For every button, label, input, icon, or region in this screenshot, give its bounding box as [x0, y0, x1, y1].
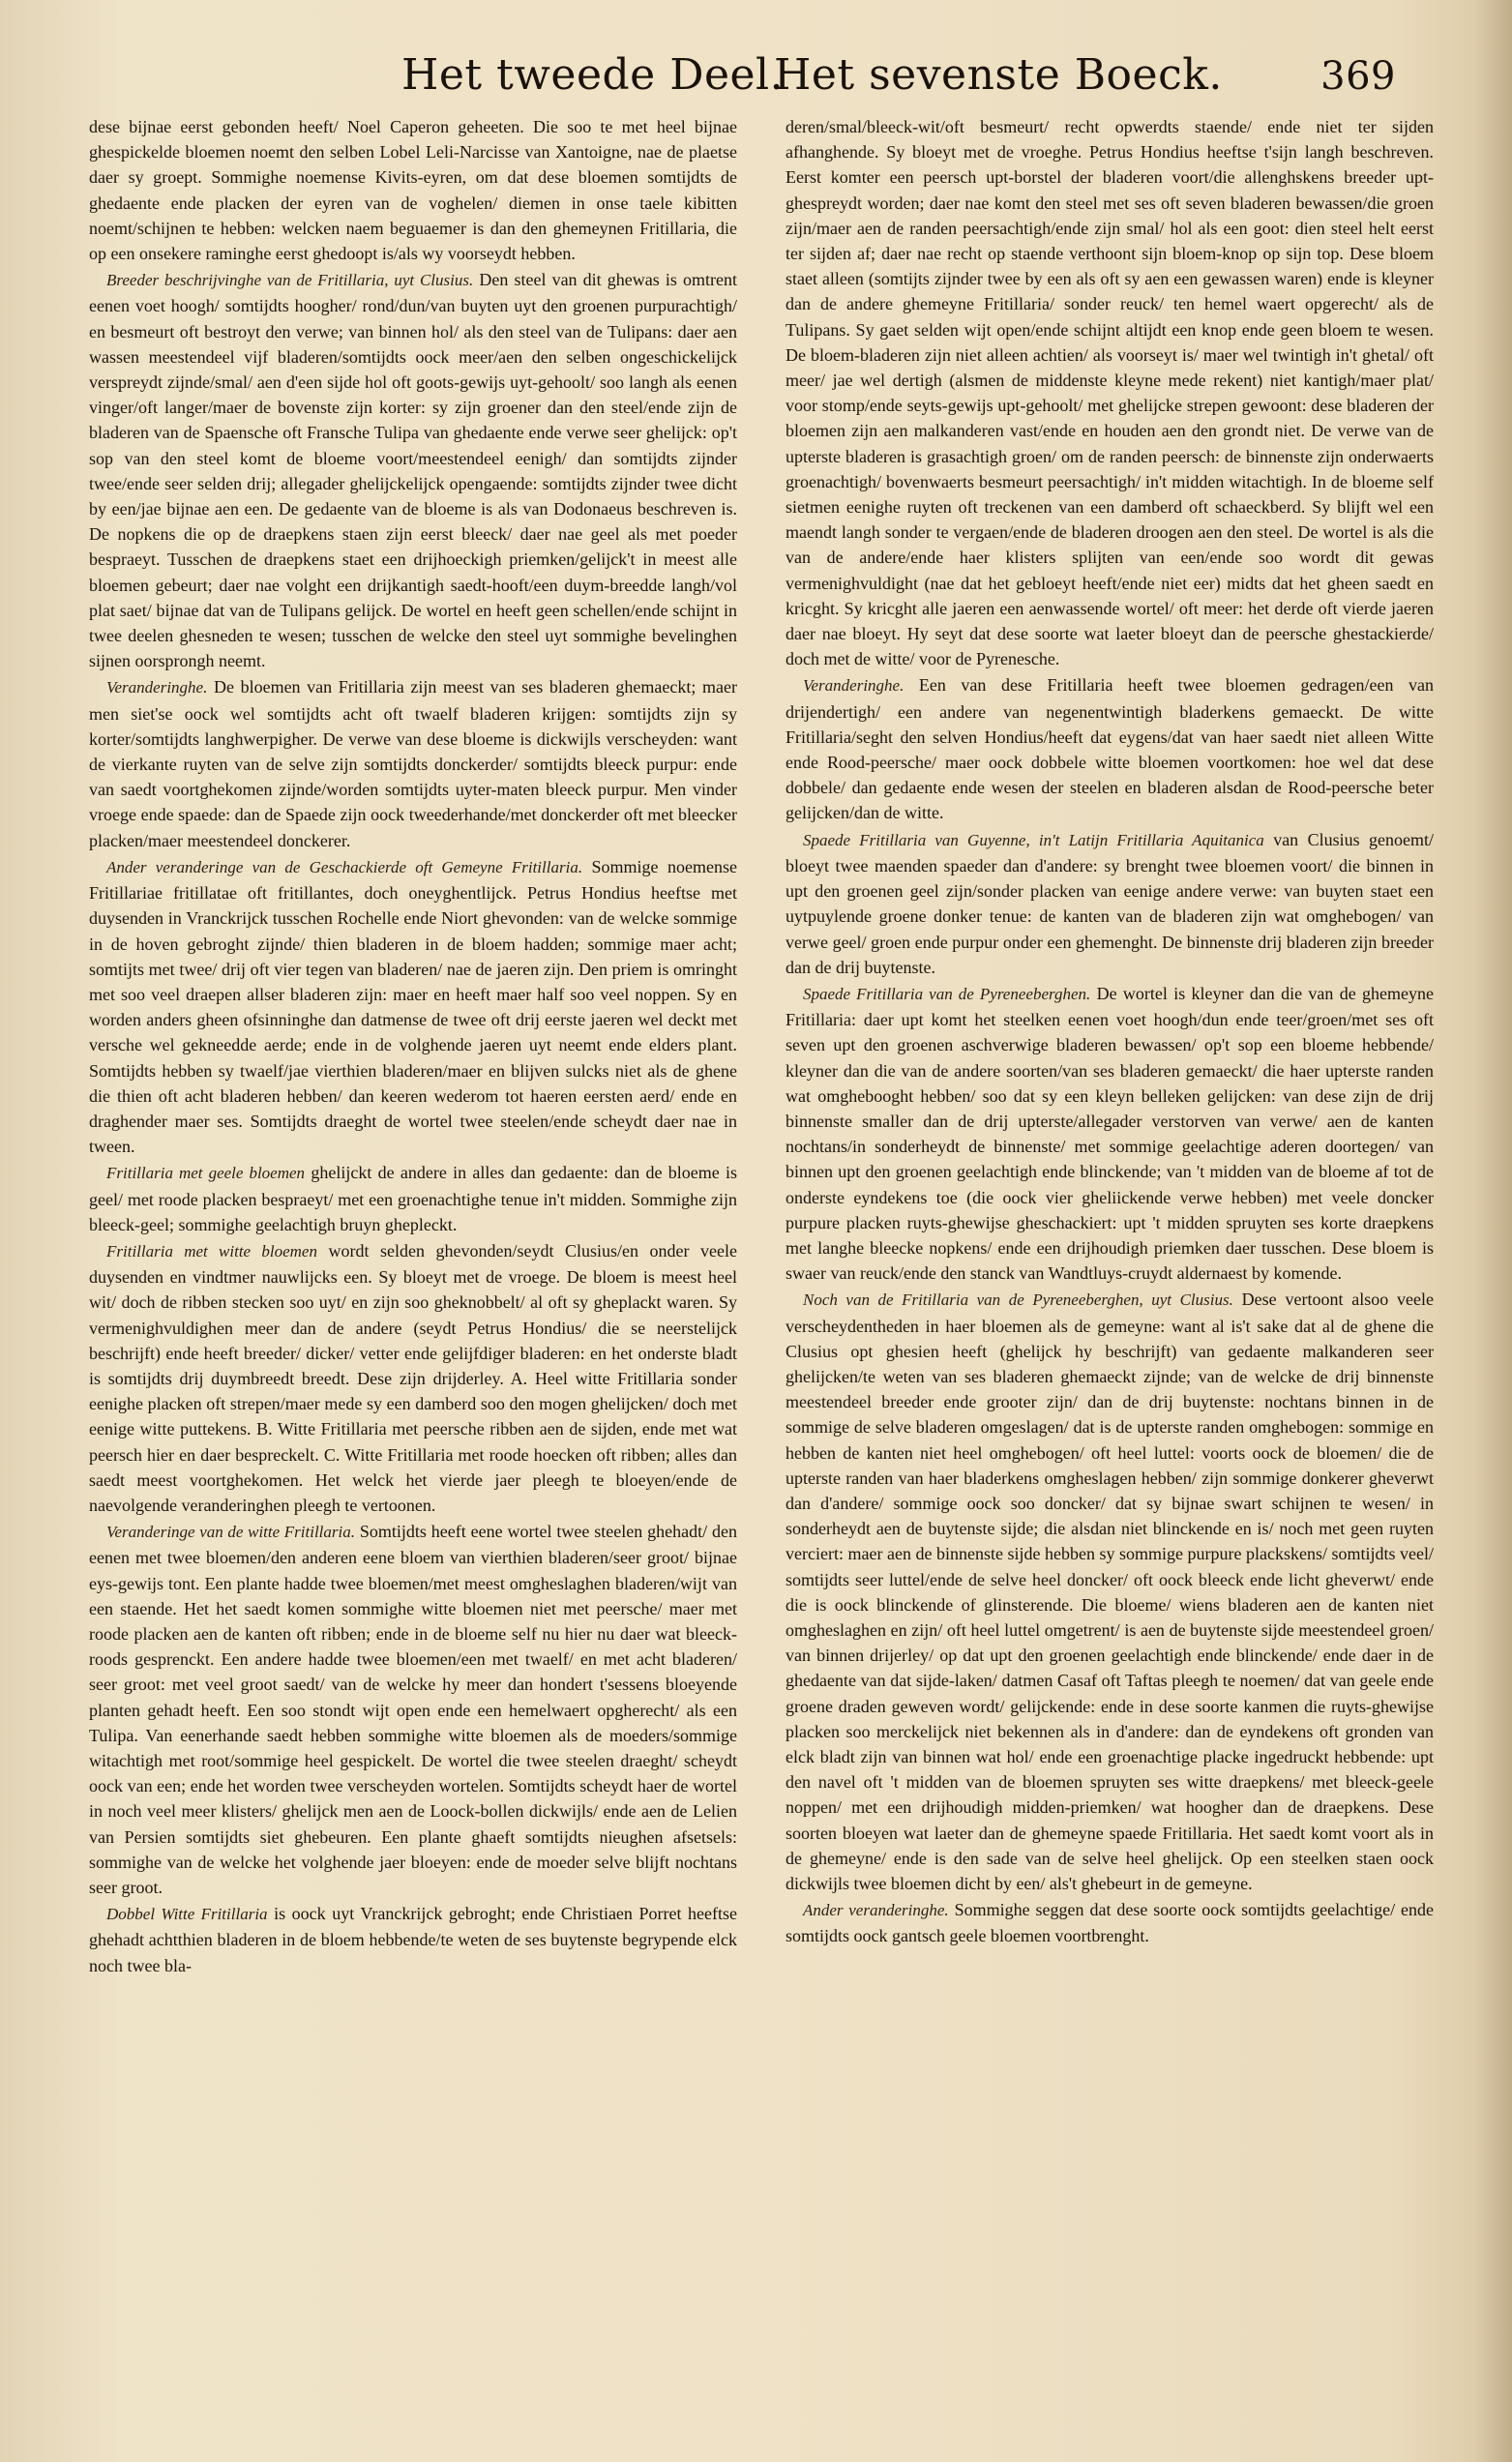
paragraph: [786, 981, 1434, 1286]
left-column: [89, 114, 737, 2252]
paragraph: [786, 1287, 1434, 1896]
part-title: Het tweede Deel.: [401, 50, 785, 100]
paragraph-heading: Ander veranderinghe.: [803, 1901, 949, 1920]
paragraph-heading: Breeder beschrijvinghe van de Fritillaria, uyt Clusius.: [106, 271, 474, 290]
paragraph-text: van Clusius genoemt/ bloeyt twee maenden spaeder dan d'andere: sy brenght twee bloemen voort/ die binnen in upt den groenen geel zijn/sonder placken van eenige andere verwe: van buyten staet een uytpuylende groene donker tenue: de kanten van de bladeren zijn wat omghebogen/ van verwe geel/ groen ende purpur onder een ghemenght. De binnenste drij bladeren zijn breeder dan de drij buytenste.: [786, 829, 1434, 977]
paragraph: [89, 1901, 737, 1978]
paragraph-text: Dese vertoont alsoo veele verscheydentheden in haer bloemen als de gemeyne: want al is't sake dat al de ghene die Clusius opt ghesien heeft (ghelijck hy beschrijft) van gedaente malkanderen seer ghelijcken/te weten van ses bladeren ghemaeckt zijnde; van de welcke de drij binnenste meestendeel breeder ende grooter zijn/ dan de drij buytenste: nochtans binnen in de sommige de selve bladeren omgeslagen/ dat is de upterste randen omghebogen: sommige en hebben de kanten niet heel omghebogen/ oft heel luttel: voorts oock de bloemen/ die de upterste randen van haer bladerkens omgheslagen hebben/ zijn sommige donkerer gheverwt dan d'andere/ sommige oock soo doncker/ dat sy bijnae swart schijnen te wesen/ in sonderheydt aen de buytenste sijde; die alsdan niet blinckende en is/ noch met geen ruyten verciert: maer aen de binnenste sijde hebben sy sommige purpure plackskens/ somtijdts veel/ somtijdts seer luttel/ende de selve heel doncker/ oft oock bleeck ende licht gheverwt/ ende die is oock blinckende of glinsterende. Die bloeme/ wiens bladeren aen de kanten niet omgheslaghen en zijn/ oft heel luttel omgetrent/ is aen de buytenste sijde meestendeel groen/ van binnen drijerley/ op dat upt den groenen geelachtigh ende blinckende/ ende daer in de ghedaente van dat sijde-laken/ datmen Casaf oft Taftas pleegh te noemen/ dat van geele ende groene draden geweven wordt/ gelijckende: ende in dese soorte kanmen die ruyts-ghewijse placken soo merckelijck niet bekennen als in d'andere: dan de eyndekens oft gronden van elck bladt zijn van binnen wat hol/ ende een groenachtige placke ingedruckt hebbende: upt den navel oft 't midden van de bloemen spruyten ses witte draepkens/ met bleeck-geele noppen/ met een drijhoudigh midden-priemken/ wat hoogher dan de draepkens. Dese soorten bloeyen wat laeter dan de ghemeyne spaede Fritillaria. Het saedt komt voort als in de ghemeyne/ ende is den sade van de selve heel ghelijck. Op een steelken staen oock dickwijls twee bloemen dicht by een/ als't ghebeurt in de gemeyne.: [786, 1290, 1434, 1894]
paragraph-heading: Spaede Fritillaria van Guyenne, in't Latijn Fritillaria Aquitanica: [803, 830, 1264, 849]
paragraph: [89, 854, 737, 1159]
paragraph-heading: Veranderinghe.: [106, 678, 208, 697]
paragraph-heading: Noch van de Fritillaria van de Pyreneeberghen, uyt Clusius.: [803, 1290, 1233, 1310]
paragraph-text: wordt selden ghevonden/seydt Clusius/en onder veele duysenden en vindtmer nauwlijcks een. Sy bloeyt met de vroege. De bloem is meest heel wit/ doch de ribben stecken soo uyt/ en zijn soo gheknobbelt/ al oft sy gheplackt waren. Sy vermenighvuldighen meer dan de andere (seydt Petrus Hondius/ die se neerstelijck beschrijft) ende heeft breeder/ dicker/ vetter ende gelijfdiger bladeren: en het onderste bladt is somtijdts drij duymbreedt breedt. Dese zijn drijderley. A. Heel witte Fritillaria sonder eenighe placken oft strepen/maer mede sy een damberd soo den mogen ghelijcken/ doch met eenige witte puttekens. B. Witte Fritillaria met peersche ribben aen de sijden, ende met wat peersch hier en daer bespreckelt. C. Witte Fritillaria met roode hoecken oft ribben; alles dan saedt meest voortghekomen. Het welck het vierde jaer pleegh te bloeyen/ende de naevolgende veranderinghen pleegh te vertoonen.: [89, 1240, 737, 1515]
paragraph: [786, 672, 1434, 825]
paragraph-text: dese bijnae eerst gebonden heeft/ Noel Caperon geheeten. Die soo te met heel bijnae ghespickelde bloemen noemt den selben Lobel Leli-Narcisse van Xantoigne, nae de plaetse daer sy groept. Sommighe noemense Kivits-eyren, om dat dese bloemen somtijdts de ghedaente ende placken der eyren van de voghelen/ diemen in onse taele kibitten noemt/schijnen te hebben: welcken naem beguaemer is dan den ghemeynen Fritillaria, die op een onsekere raminghe eerst ghedoopt is/als wy voorseydt hebben.: [89, 117, 737, 264]
paragraph: [89, 674, 737, 852]
book-title: Het sevenste Boeck.: [774, 50, 1223, 100]
paragraph: [786, 827, 1434, 980]
paragraph-heading: Ander veranderinge van de Geschackierde oft Gemeyne Fritillaria.: [106, 857, 583, 876]
paragraph-heading: Veranderinghe.: [803, 676, 904, 696]
paragraph-text: Een van dese Fritillaria heeft twee bloemen gedragen/een van drijendertigh/ een andere van negenentwintigh bladerkens gemaeckt. De witte Fritillaria/seght den selven Hondius/heeft dat eygens/dat van haer saedt niet alleen Witte ende Rood-peersche/ maer oock dobbele witte bloemen voortkomen: hoe wel dat dese dobbele/ dan gedaente ende wesen der steelen en bladeren alsdan de Rood-peersche beter gelijcken/dan de witte.: [786, 675, 1434, 823]
paragraph-heading: Veranderinge van de witte Fritillaria.: [106, 1523, 355, 1542]
paragraph-heading: Fritillaria met geele bloemen: [106, 1164, 306, 1183]
paragraph: [89, 114, 737, 266]
paragraph-text: Sommige noemense Fritillariae fritillatae oft fritillantes, doch oneyghentlijck. Petrus Hondius heeftse met duysenden in Vranckrijck tusschen Rochelle ende Niort ghevonden: van de welcke sommige in de hoven gebroght zijnde/ thien bladeren in de bloem hadden; sommige maer acht; somtijts met twee/ drij oft vier tegen van bladeren/ nae de jaeren zijn. Den priem is omringht met soo veel draepen allser bladeren zijn: maer en heeft maer half soo veel noppen. Sy en worden anders gheen ofsinninghe dan datmense de twee oft drij eerste jaeren wel deckt met versche wel gekneedde aerde; ende in de volghende jaeren uyt neemt ende elders plant. Somtijdts hebben sy twaelf/jae vierthien bladeren/maer en blijven sulcks niet als de ghene die thien oft acht bladeren hebben/ dan keeren wederom tot haeren eersten aerd/ ende en draghender maer ses. Somtijdts draeght de wortel twee steelen/ende scheydt daer nae in tween.: [89, 856, 737, 1157]
paragraph-text: deren/smal/bleeck-wit/oft besmeurt/ recht opwerdts staende/ ende niet ter sijden afhanghende. Sy bloeyt met de vroeghe. Petrus Hondius heeftse t'sijn langh beschreven. Eerst komter een peersch upt-borstel der bladeren voort/die allenghskens breeder upt-ghespreydt worden; daer nae komt den steel met ses oft seven bladeren bewassen/die groen zijn/maer aen de randen peersachtigh/ende zijn smal/ hol als een goot: dien steel helt eerst ter sijden af; daer nae recht op staende verthoont sijn bloem-knop op sijn top. Dese bloem staet alleen (somtijts zijnder twee by een als oft sy aen een gewassen waren) ende is kleyner dan de andere ghemeyne Fritillaria/ sonder reuck/ ten hemel waert opgerecht/ als de Tulipans. Sy gaet selden wijt open/ende schijnt altijdt een knop ende geen bloem te wesen. De bloem-bladeren zijn niet alleen achtien/ als voorseyt is/ maer wel twintigh in't ghetal/ oft meer/ jae wel dertigh (alsmen de middenste kleyne mede rekent) niet kantigh/maer plat/ voor stomp/ende seyts-gewijs upt-gehoolt/ met ghelijcke strepen gewoont: dese bladeren der bloemen zijn aen malkanderen vast/ende en houden aen den grondt niet. De verwe van de upterste bladeren is grasachtigh groen/ om de randen peersch: de binnenste zijn onderwaerts groenachtigh/ bovenwaerts besmeurt peersachtigh/ in't midden witachtigh. In de bloeme self sietmen eenighe ruyten oft treckenen van een damberd oft schaeckberd. Sy blijft wel een maendt langh sonder te vergaen/ende de bladeren droogen aen den steel. De wortel is als die van de andere/ende haer klisters splijten van een/ende soo wordt dit gewas vermenighvuldight (nae dat het gebloeyt heeft/ende niet eer) midts dat het gheen saedt en kricght. Sy kricght alle jaeren een aenwassende wortel/ oft meer: het derde oft vierde jaeren daer nae bloeyt. Hy seyt dat dese soorte wat laeter bloeyt dan de peersche ghestackierde/ doch met de witte/ voor de Pyrenesche.: [786, 117, 1434, 669]
text-columns: [89, 114, 1434, 2252]
page-number: 369: [1320, 54, 1396, 99]
paragraph-heading: Spaede Fritillaria van de Pyreneeberghen.: [803, 984, 1091, 1003]
right-column: [786, 114, 1434, 2252]
paragraph-text: is oock uyt Vranckrijck gebroght; ende Christiaen Porret heeftse ghehadt achtthien bladeren in de bloem hebbende/te weten de ses buytenste begrypende elck noch twee bla-: [89, 1904, 737, 1975]
paragraph: [786, 1897, 1434, 1948]
paragraph-text: Sommighe seggen dat dese soorte oock somtijdts geelachtige/ ende somtijdts oock gantsch geele bloemen voortbrenght.: [786, 1900, 1434, 1946]
page-edge-shadow: [1473, 0, 1512, 2462]
paragraph-text: De wortel is kleyner dan die van de ghemeyne Fritillaria: daer upt komt het steelken eenen voet hoogh/dun ende teer/groen/met ses oft seven upt den groenen aschverwige bladeren bewassen/ op't sop een bloeme hebbende/ kleyner dan die van de andere soorten/van ses bladeren gemaeckt/ die haer upterste randen wat omghebooght hebben/ soo dat sy een kleyn belleken gelijcken: van dese zijn de drij binnenste smaller dan de drij upterste/allegader verstorven van verwe/ aen de kanten nochtans/in sonderheydt de binnenste/ met sommige geelachtige aderen doortegen/ van binnen upt den groenen geelachtigh ende blinckende; van 't midden van de bloeme af tot de onderste eyndekens toe (die oock vier gheliickende verwe hebben) met veele doncker purpure placken ruyts-ghewijse gheschackiert: upt 't midden spruyten ses korte draepkens met langhe bleecke nopkens/ ende een drijhoudigh priemken daer tusschen. Dese bloem is swaer van reuck/ende den stanck van Wandtluys-cruydt aldernaest by komende.: [786, 983, 1434, 1284]
paragraph-text: Somtijdts heeft eene wortel twee steelen ghehadt/ den eenen met twee bloemen/den anderen eene bloem van vierthien bladeren/seer groot/ bijnae eys-gewijs tont. Een plante hadde twee bloemen/met meest omgheslaghen bladeren/wijt van een staende. Het het saedt komen sommighe witte bloemen niet met peersche/ maer met roode placken aen de kanten oft ribben; ende in de bloeme self nu hier nu daer wat bleeck-roods gesprenckt. Een andere hadde twee bloemen/een met twaelf/ en met acht bladeren/ seer groot: met veel groot saedt/ van de welcke hy meer dan hondert t'sessens bloeyende planten gehadt heeft. Een soo stondt wijt open ende een hemelwaert opgherecht/ als een Tulipa. Van eenerhande saedt hebben sommighe witte bloemen als de moeders/sommige witachtigh met root/sommige heel gespickelt. De wortel die twee steelen draeght/ scheydt oock van een; ende het worden twee verscheyden wortelen. Somtijdts scheydt haer de wortel in noch veel meer klisters/ ghelijck men aen de Loock-bollen dickwijls/ ende aen de Lelien van Persien somtijdts siet ghebeuren. Een plante ghaeft somtijdts nieughen afsetsels: sommighe van de welcke het volghende jaer bloeyen: ende de moeder selve blijft nochtans seer groot.: [89, 1522, 737, 1898]
paragraph: [786, 114, 1434, 671]
paragraph: [89, 1160, 737, 1237]
paragraph: [89, 267, 737, 673]
paragraph-text: De bloemen van Fritillaria zijn meest van ses bladeren ghemaeckt; maer men siet'se oock wel somtijdts acht oft twaelf bladeren krijgen: somtijdts zijn sy korter/somtijdts langhwerpigher. De verwe van dese bloeme is dickwijls verscheyden: want de vierkante ruyten van de selve zijn somtijdts donckerder/ somtijdts bleeck purpur: ende van saedt voortghekomen zijnde/worden somtijdts uyter-maten bleeck purpur. Men vinder vroege ende spaede: dan de Spaede zijn oock tweederhande/met donckerder oft met bleecker placken/maer meestendeel donckerer.: [89, 677, 737, 850]
paragraph-text: Den steel van dit ghewas is omtrent eenen voet hoogh/ somtijdts hoogher/ rond/dun/van buyten uyt den groenen purpurachtigh/ en besmeurt oft bestroyt den verwe; van binnen hol/ als den steel van de Tulipans: daer aen wassen meestendeel vijf bladeren/somtijdts oock meer/aen den selben ongeschickelijck verspreydt zijnde/smal/ aen d'een sijde hol oft goots-gewijs uyt-gehoolt/ soo langh als eenen vinger/oft langer/maer de bovenste zijn korter: sy zijn groener dan den steel/ende zijn de bladeren van de Spaensche oft Fransche Tulipa van ghedaente ende verwe seer ghelijck: op't sop van den steel komt de bloeme voort/meestendeel eenigh/ dan somtijdts zijnder twee/ende seer selden drij; allegader ghelijckelijck opengaende: somtijdts zijnder twee dicht by een/jae bijnae aen een. De gedaente van de bloeme is als van Dodonaeus beschreven is. De nopkens die op de draepkens staen zijn eerst bleeck/ daer nae geel als met poeder bespraeyt. Tusschen de draepkens staet een drijhoeckigh priemken/gelijck't in meest alle bloemen gebeurt; daer nae volght een drijkantigh saedt-hooft/een duym-breedde langh/vol plat saet/ bijnae dat van de Tulipans gelijck. De wortel en heeft geen schellen/ende schijnt in twee deelen ghesneden te wesen; tusschen de welcke den steel uyt sommighe bevelinghen sijnen oorsprongh neemt.: [89, 270, 737, 671]
paragraph-heading: Dobbel Witte Fritillaria: [106, 1905, 268, 1924]
paragraph: [89, 1238, 737, 1518]
running-header: [0, 50, 1512, 118]
paragraph-text: ghelijckt de andere in alles dan gedaente: dan de bloeme is geel/ met roode placken bespraeyt/ met een groenachtighe tenue in't midden. Sommighe zijn bleeck-geel; sommighe geelachtigh bruyn ghepleckt.: [89, 1163, 737, 1234]
paragraph-heading: Fritillaria met witte bloemen: [106, 1241, 317, 1261]
paragraph: [89, 1519, 737, 1900]
